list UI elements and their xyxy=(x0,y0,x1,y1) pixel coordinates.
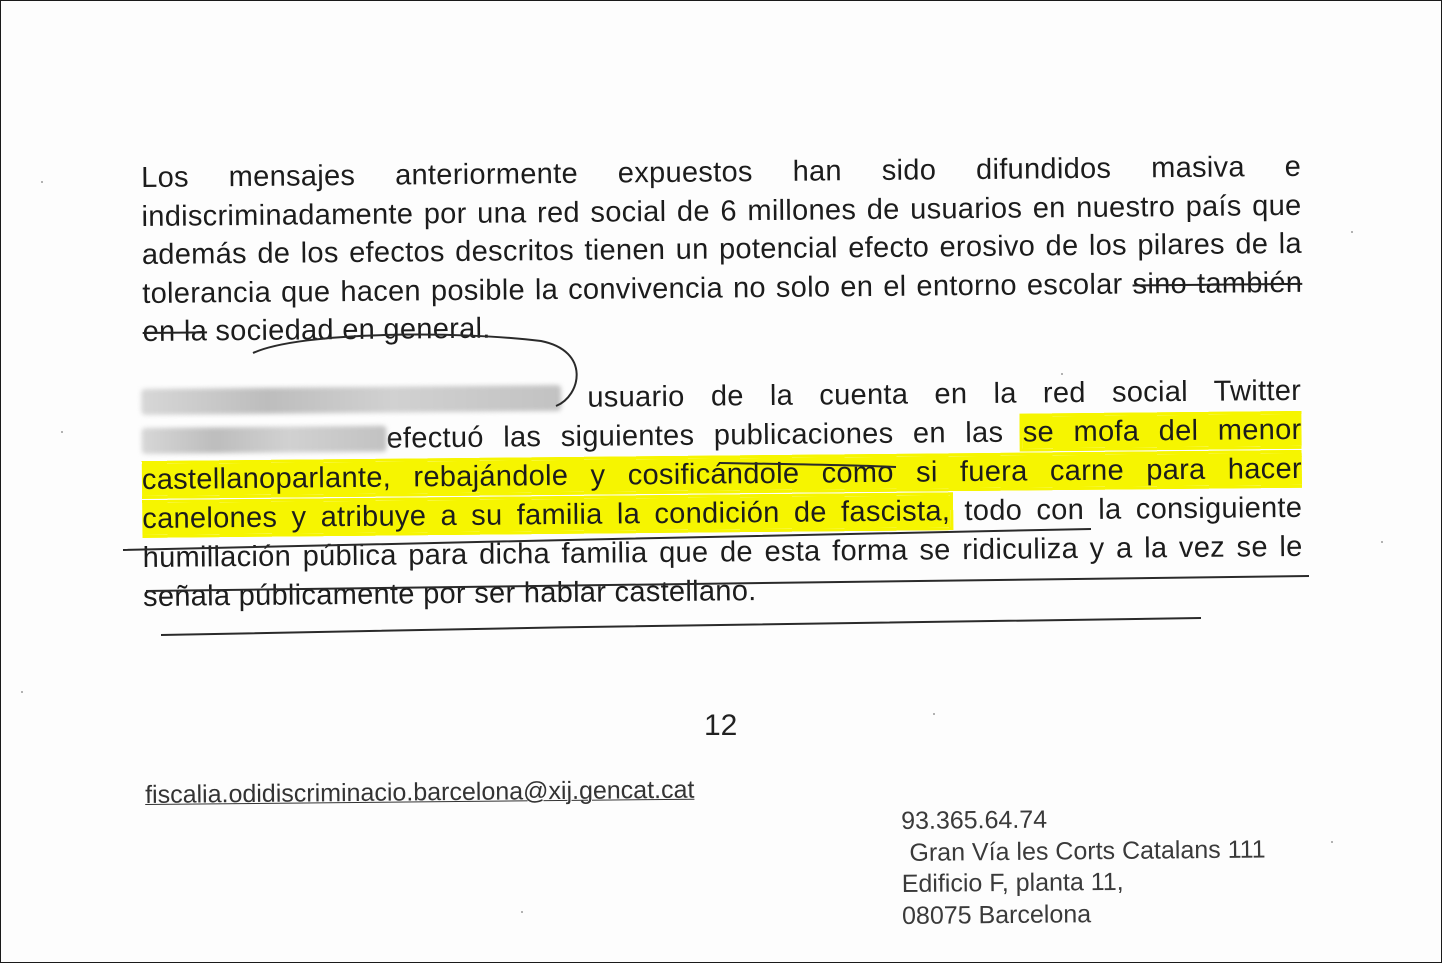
paragraph-2-before-highlight: efectuó las siguientes publicaciones en las xyxy=(386,416,1004,455)
scan-speck xyxy=(1351,231,1353,233)
scan-speck xyxy=(1381,541,1383,543)
scan-speck xyxy=(1331,841,1333,843)
scan-speck xyxy=(933,713,935,715)
paragraph-1-end: sociedad en general. xyxy=(215,312,491,348)
redacted-name xyxy=(141,385,561,415)
email-address: fiscalia.odidiscriminacio.barcelona@xij.gencat.cat xyxy=(145,775,695,809)
scan-speck xyxy=(61,431,63,433)
struck-text: sino también en la xyxy=(142,266,1303,348)
contact-address xyxy=(901,803,1266,932)
scan-speck xyxy=(41,181,43,183)
paragraph-2 xyxy=(141,372,1303,617)
highlighted-text: se mofa del menor castellanoparlante, rebajándole y cosificándole como si fuera carne para hacer canelones y atribuye a su familia la condición de fascista, xyxy=(141,413,1303,535)
paragraph-1-text: Los mensajes anteriormente expuestos han sido difundidos masiva e indiscriminadamente por una red social de 6 millones de usuarios en nuestro país que además de los efectos descritos tienen un potencial efecto erosivo de los pilares de la tolerancia que hacen posible la convivencia no solo en el entorno escolar xyxy=(141,150,1303,310)
scan-speck xyxy=(21,691,23,693)
address-line-3: 08075 Barcelona xyxy=(901,899,1092,930)
page-number: 12 xyxy=(704,709,738,742)
phone-number: 93.365.64.74 xyxy=(901,805,1048,835)
scan-speck xyxy=(521,911,523,913)
underline-line-3 xyxy=(161,618,1201,635)
paragraph-2-after-redaction: usuario de la cuenta en la red social Twitter xyxy=(587,374,1302,414)
paragraph-2-after-highlight: todo con la consiguiente humillación pública para dicha familia que de esta forma se ridiculiza y a la vez se le señala públicamente por ser hablar castellano. xyxy=(142,491,1303,613)
redacted-handle xyxy=(141,426,386,454)
address-line-2: Edificio F, planta 11, xyxy=(901,867,1124,898)
paragraph-1 xyxy=(141,148,1303,352)
address-line-1: Gran Vía les Corts Catalans 111 xyxy=(909,835,1266,867)
